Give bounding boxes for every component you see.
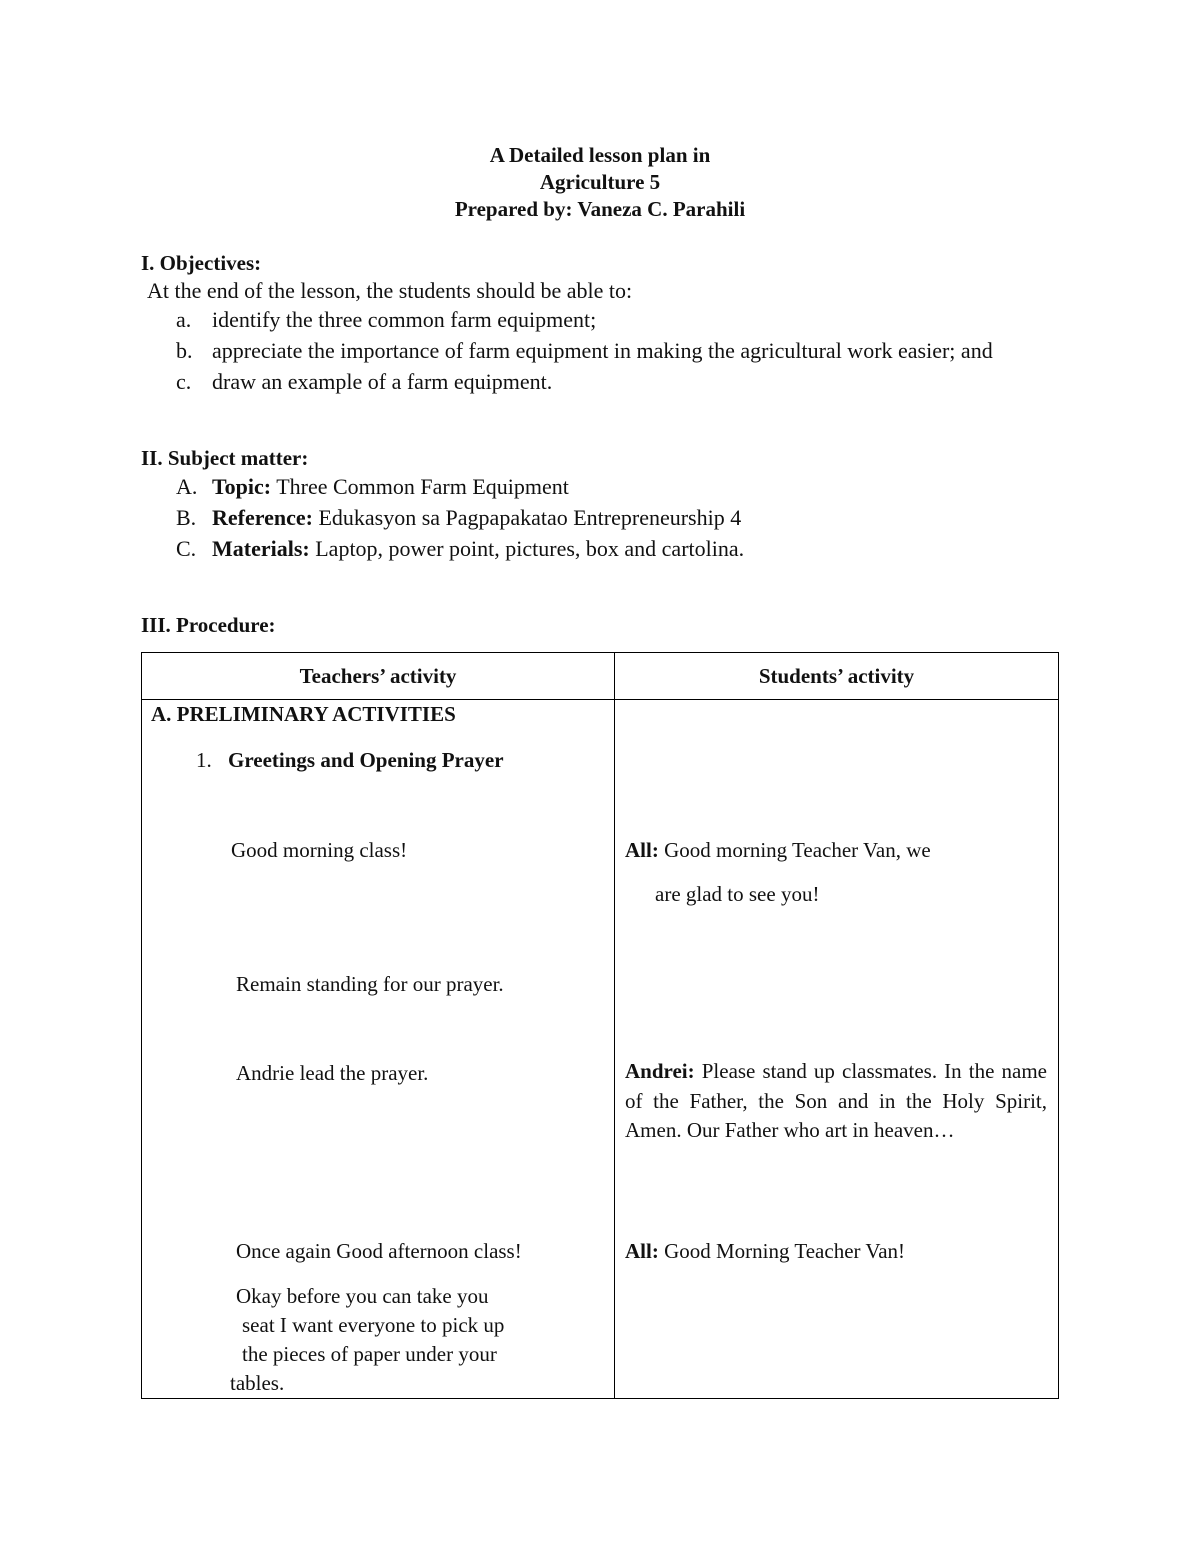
teacher-instruction-line: the pieces of paper under your — [242, 1342, 497, 1366]
response-text: Please stand up classmates. In the name of the Father, the Son and in the Holy Spirit, Amen. Our Father who art in heaven… — [625, 1059, 1048, 1142]
prepared-by: Prepared by: Vaneza C. Parahili — [454, 197, 746, 221]
lesson-plan-title: A Detailed lesson plan in — [489, 143, 711, 167]
item1-marker: 1. — [196, 748, 212, 772]
student-response-all — [625, 838, 931, 863]
teacher-cell — [142, 700, 615, 1399]
subject-value: Three Common Farm Equipment — [276, 474, 569, 499]
subject-value: Laptop, power point, pictures, box and cartolina. — [315, 536, 745, 561]
teacher-instruction-line: tables. — [230, 1371, 285, 1395]
speaker-label: All: — [625, 838, 659, 862]
student-response-all-2 — [625, 1239, 905, 1264]
objective-item: appreciate the importance of farm equipment in making the agricultural work easier; and — [212, 338, 993, 363]
subject-marker: B. — [176, 505, 197, 530]
teachers-activity-header: Teachers’ activity — [142, 653, 615, 700]
teacher-lead-prayer: Andrie lead the prayer. — [236, 1061, 429, 1085]
objective-item: identify the three common farm equipment; — [212, 307, 597, 332]
students-cell — [615, 700, 1059, 1399]
section-a-heading: A. PRELIMINARY ACTIVITIES — [151, 702, 456, 726]
subject-marker: C. — [176, 536, 197, 561]
teacher-instruction-line: seat I want everyone to pick up — [242, 1313, 505, 1337]
objectives-intro: At the end of the lesson, the students should be able to: — [147, 278, 633, 303]
response-continuation: are glad to see you! — [655, 882, 820, 906]
subject-marker: A. — [176, 474, 198, 499]
table-header-row — [142, 653, 1059, 700]
speaker-label: Andrei: — [625, 1059, 695, 1083]
teacher-greeting-again: Once again Good afternoon class! — [236, 1239, 522, 1263]
subject-title: Agriculture 5 — [539, 170, 661, 194]
teacher-instruction-line: Okay before you can take you — [236, 1284, 489, 1308]
speaker-label: All: — [625, 1239, 659, 1263]
students-activity-header: Students’ activity — [615, 653, 1059, 700]
subject-label: Materials: — [212, 536, 310, 561]
response-text: Good morning Teacher Van, we — [664, 838, 931, 862]
response-text: Good Morning Teacher Van! — [664, 1239, 906, 1263]
subject-heading: II. Subject matter: — [141, 446, 309, 470]
subject-item-materials — [212, 536, 744, 562]
teacher-greeting: Good morning class! — [231, 838, 408, 862]
objective-marker: c. — [176, 369, 192, 394]
procedure-heading: III. Procedure: — [141, 613, 276, 637]
procedure-table — [141, 652, 1059, 1399]
subject-item-reference — [212, 505, 741, 531]
objective-marker: a. — [176, 307, 192, 332]
subject-value: Edukasyon sa Pagpapakatao Entrepreneurship 4 — [318, 505, 742, 530]
objectives-heading: I. Objectives: — [141, 251, 262, 275]
table-row — [142, 700, 1059, 1399]
subject-label: Topic: — [212, 474, 272, 499]
subject-label: Reference: — [212, 505, 313, 530]
objective-item: draw an example of a farm equipment. — [212, 369, 553, 394]
teacher-remain-standing: Remain standing for our prayer. — [236, 972, 504, 996]
item1-label: Greetings and Opening Prayer — [228, 748, 504, 772]
student-response-andrei — [625, 1057, 1047, 1146]
subject-item-topic — [212, 474, 569, 500]
objective-marker: b. — [176, 338, 193, 363]
